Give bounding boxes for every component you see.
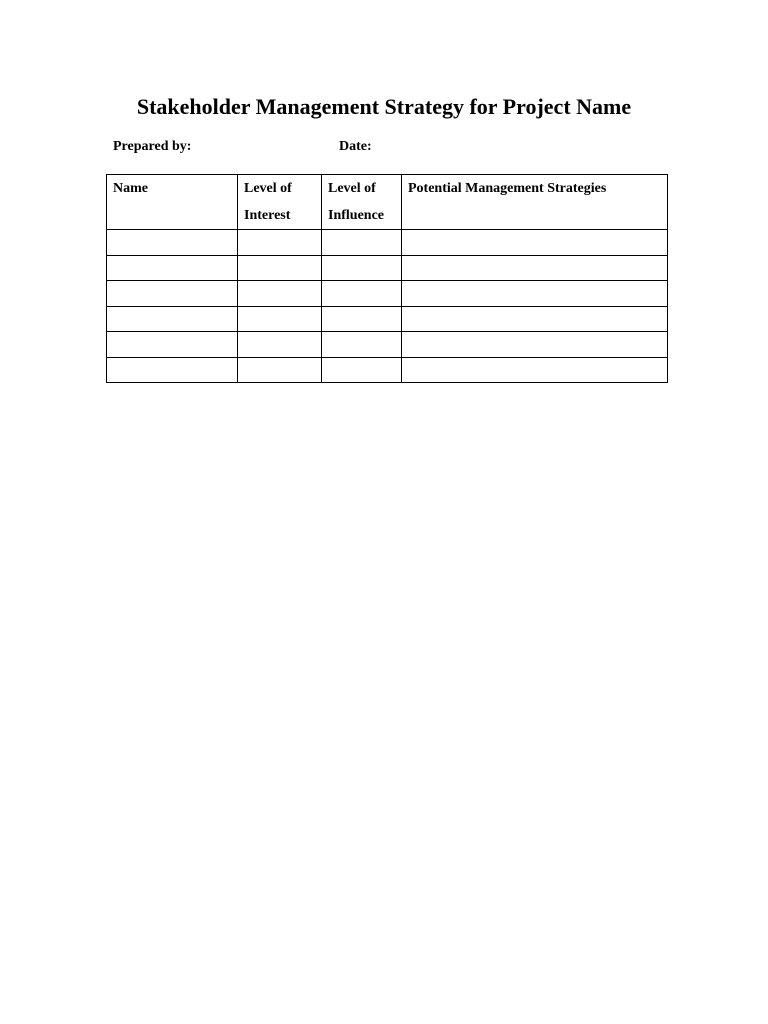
cell-interest[interactable]	[238, 306, 322, 332]
header-influence-line2: Influence	[328, 208, 384, 223]
cell-interest[interactable]	[238, 332, 322, 358]
document-meta	[113, 138, 673, 158]
cell-name[interactable]	[107, 332, 238, 358]
cell-name[interactable]	[107, 357, 238, 383]
cell-interest[interactable]	[238, 281, 322, 307]
header-interest-line2: Interest	[244, 208, 291, 223]
cell-strategy[interactable]	[402, 255, 668, 281]
table-row	[107, 306, 668, 332]
cell-strategy[interactable]	[402, 357, 668, 383]
cell-influence[interactable]	[322, 281, 402, 307]
cell-influence[interactable]	[322, 332, 402, 358]
header-name	[107, 175, 238, 230]
header-strategies-line1: Potential Management Strategies	[408, 181, 607, 196]
cell-influence[interactable]	[322, 255, 402, 281]
table-header	[107, 175, 668, 230]
cell-strategy[interactable]	[402, 281, 668, 307]
cell-influence[interactable]	[322, 357, 402, 383]
prepared-by-label: Prepared by:	[113, 139, 192, 154]
cell-interest[interactable]	[238, 357, 322, 383]
cell-name[interactable]	[107, 281, 238, 307]
cell-strategy[interactable]	[402, 332, 668, 358]
page-title: Stakeholder Management Strategy for Project Name	[136, 94, 632, 119]
header-name-line1: Name	[113, 181, 148, 196]
cell-name[interactable]	[107, 230, 238, 256]
cell-strategy[interactable]	[402, 306, 668, 332]
table-body	[107, 230, 668, 383]
header-influence-line1: Level of	[328, 181, 376, 196]
cell-name[interactable]	[107, 306, 238, 332]
cell-name[interactable]	[107, 255, 238, 281]
table-row	[107, 281, 668, 307]
cell-influence[interactable]	[322, 306, 402, 332]
table-row	[107, 357, 668, 383]
header-level-of-influence	[322, 175, 402, 230]
date-label: Date:	[339, 139, 372, 154]
cell-strategy[interactable]	[402, 230, 668, 256]
header-level-of-interest	[238, 175, 322, 230]
table-row	[107, 332, 668, 358]
header-row	[107, 175, 668, 230]
header-potential-management-strategies	[402, 175, 668, 230]
stakeholder-table	[106, 174, 668, 383]
table-row	[107, 230, 668, 256]
cell-influence[interactable]	[322, 230, 402, 256]
cell-interest[interactable]	[238, 255, 322, 281]
cell-interest[interactable]	[238, 230, 322, 256]
table-row	[107, 255, 668, 281]
header-interest-line1: Level of	[244, 181, 292, 196]
